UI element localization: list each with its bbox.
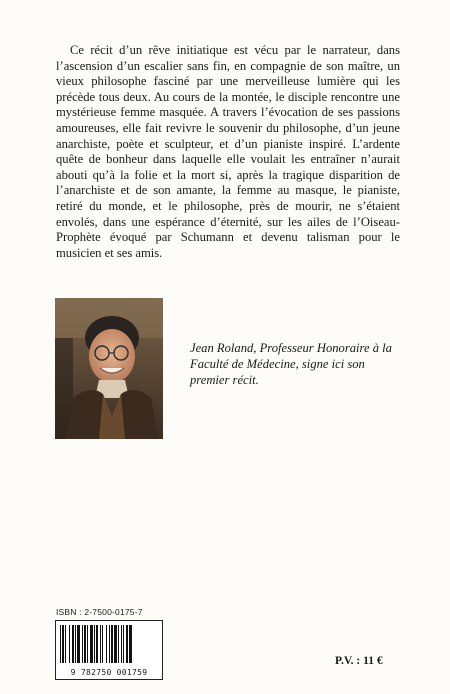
- synopsis-text: Ce récit d’un rêve initiatique est vécu par le narrateur, dans l’ascension d’un escalier sans fin, en compagnie de son maître, un vieux philosophe fasciné par une merveilleuse lumière qui les précède tous deux. Au cours de la montée, le disciple rencontre une mystérieuse femme masquée. A travers l’évocation de ses passions amoureuses, elle fait revivre le souvenir du philosophe, d’un jeune anarchiste, poète et sculpteur, et d’un pianiste inspiré. L’ardente quête de bonheur dans laquelle elle voulait les entraîner n’aurait abouti qu’à la folie et la mort si, après la tragique disparition de l’anarchiste et de son amante, la femme au masque, le pianiste, retiré du monde, et le philosophe, près de mourir, ne s’étaient envolés, dans une espérance d’éternité, sur les ailes de l’Oiseau-Prophète évoqué par Schumann et devenu talisman pour le musicien et ses amis.: [56, 43, 400, 260]
- barcode-digits: 9 782750 001759: [70, 668, 148, 677]
- author-photo: [55, 298, 163, 439]
- barcode: [55, 620, 163, 680]
- author-bio: Jean Roland, Professeur Honoraire à la Faculté de Médecine, signe ici son premier récit.: [190, 341, 392, 387]
- barcode-bars: [56, 621, 162, 665]
- isbn-label: ISBN : 2-7500-0175-7: [56, 607, 143, 617]
- price-label: P.V. : 11 €: [335, 655, 383, 667]
- author-portrait-image: [55, 298, 163, 439]
